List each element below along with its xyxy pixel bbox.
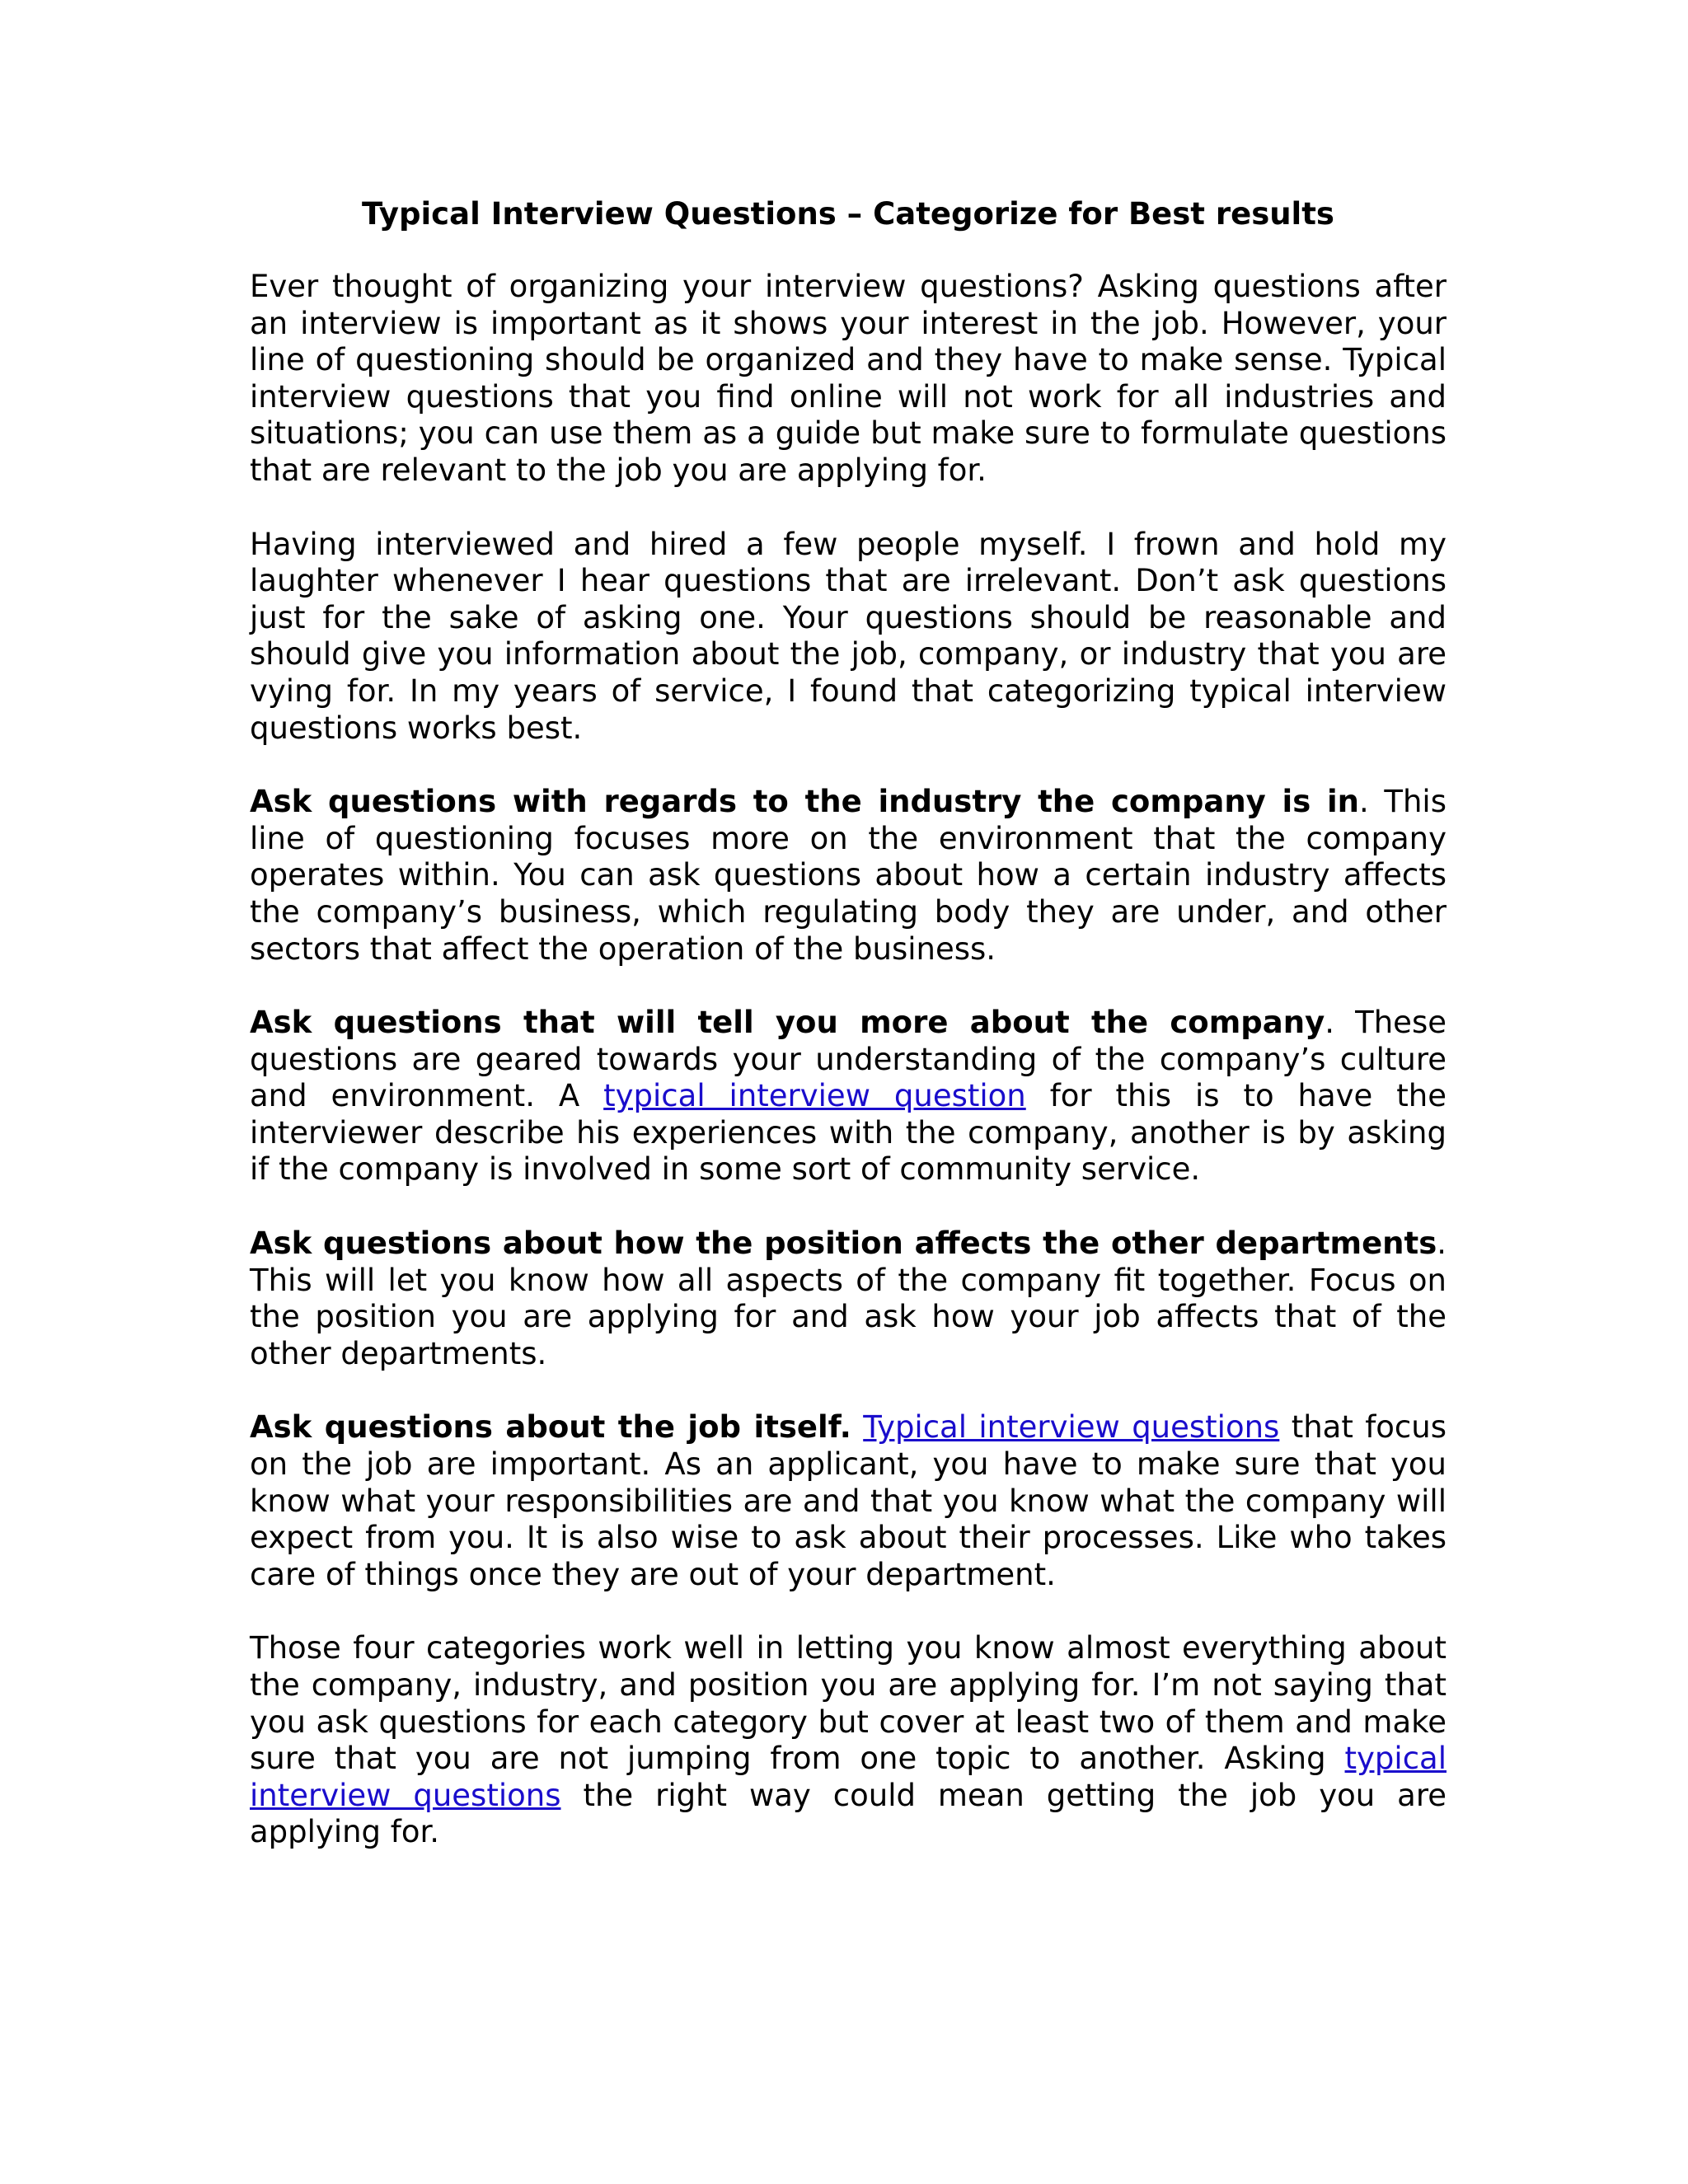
document-title: Typical Interview Questions – Categorize for Best results [362, 196, 1334, 232]
conclusion-body-end: the right way could mean getting the job you are applying for. [250, 1777, 1447, 1850]
job-spacer [851, 1409, 863, 1445]
conclusion-paragraph [250, 1630, 1447, 1851]
departments-heading: Ask questions about how the position affects the other departments [250, 1226, 1437, 1262]
departments-body: . This will let you know how all aspects of the company fit together. Focus on the position you are applying for and ask how your job affects that of the other departments. [250, 1226, 1447, 1371]
company-body-start: . These questions are geared towards your understanding of the company’s culture and environment. A [250, 1005, 1447, 1114]
company-paragraph [250, 1005, 1447, 1188]
typical-interview-question-link[interactable]: typical interview question [603, 1078, 1026, 1114]
document-page [250, 196, 1447, 1888]
company-body-end: for this is to have the interviewer describe his experiences with the company, another is by asking if the company is involved in some sort of community service. [250, 1078, 1447, 1188]
intro-paragraph: Ever thought of organizing your interview questions? Asking questions after an interview is important as it shows your interest in the job. However, your line of questioning should be organized and they have to make sense. Typical interview questions that you find online will not work for all industries and situations; you can use them as a guide but make sure to formulate questions that are relevant to the job you are applying for. [250, 269, 1447, 488]
company-heading: Ask questions that will tell you more about the company [250, 1005, 1325, 1041]
conclusion-typical-interview-questions-link[interactable]: typical interview questions [250, 1741, 1447, 1813]
job-heading: Ask questions about the job itself. [250, 1409, 851, 1446]
industry-paragraph [250, 784, 1447, 968]
experience-paragraph: Having interviewed and hired a few people myself. I frown and hold my laughter whenever I hear questions that are irrelevant. Don’t ask questions just for the sake of asking one. Your questions should be reasonable and should give you information about the job, company, or industry that you are vying for. In my years of service, I found that categorizing typical interview questions works best. [250, 526, 1447, 746]
departments-paragraph [250, 1226, 1447, 1372]
typical-interview-questions-link[interactable]: Typical interview questions [863, 1409, 1280, 1446]
job-body: that focus on the job are important. As an applicant, you have to make sure that you know what your responsibilities are and that you know what the company will expect from you. It is also wise to ask about their processes. Like who takes care of things once they are out of your department. [250, 1409, 1447, 1592]
job-paragraph [250, 1409, 1447, 1593]
conclusion-body-start: Those four categories work well in letting you know almost everything about the company, industry, and position you are applying for. I’m not saying that you ask questions for each category but cover at least two of them and make sure that you are not jumping from one topic to another. Asking [250, 1630, 1447, 1777]
industry-body: . This line of questioning focuses more on the environment that the company operates within. You can ask questions about how a certain industry affects the company’s business, which regulating body they are under, and other sectors that affect the operation of the business. [250, 784, 1447, 967]
industry-heading: Ask questions with regards to the industry the company is in [250, 784, 1359, 820]
